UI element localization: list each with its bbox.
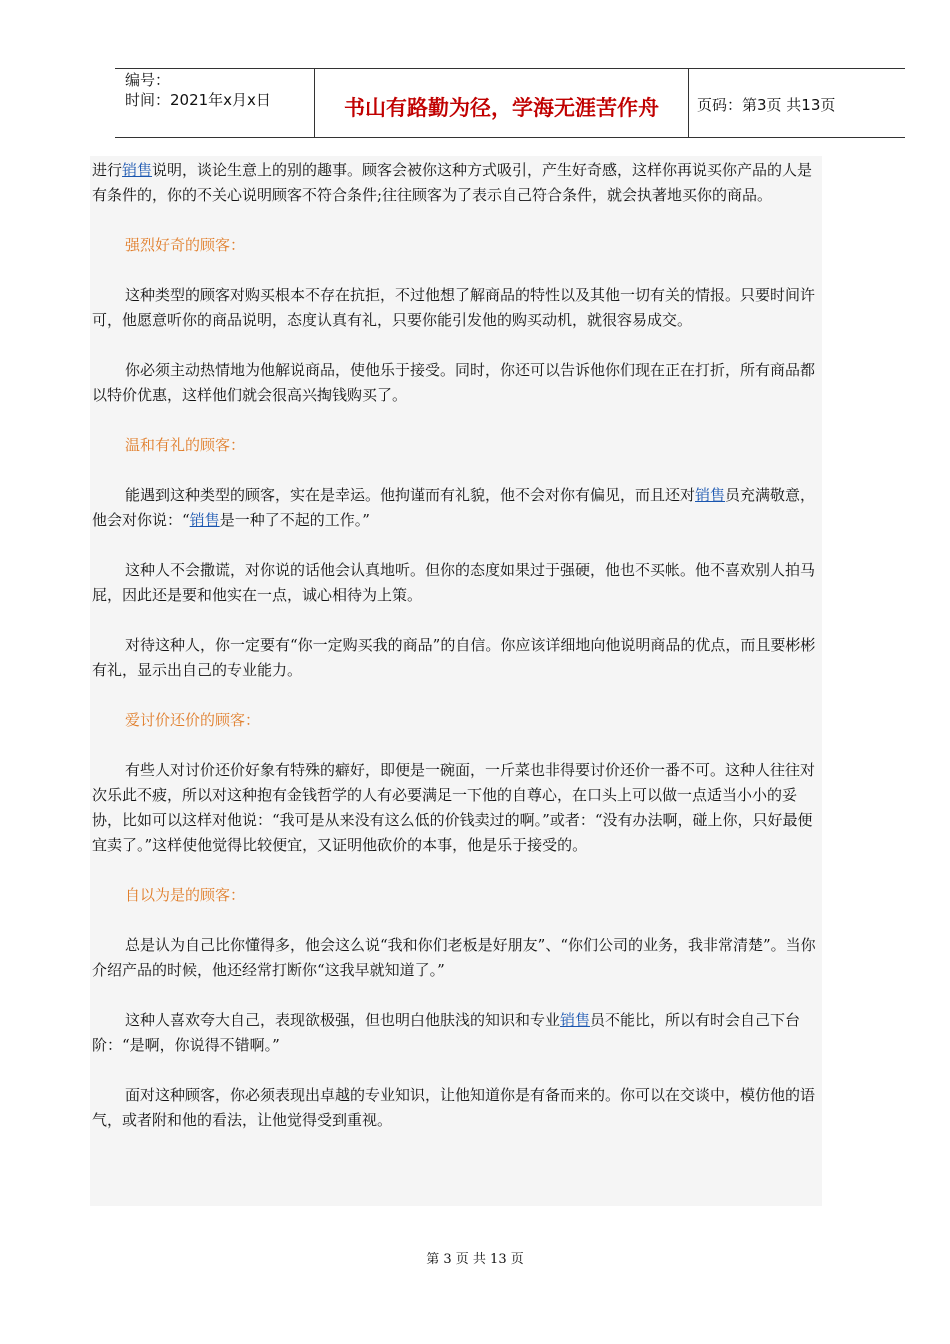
text: 员不能比，所以有时会自己下台阶：“是啊，你说得不错啊。”	[92, 1011, 801, 1054]
time-label: 时间：2021年x月x日	[125, 91, 271, 109]
text: 是一种了不起的工作。”	[219, 511, 370, 529]
sales-link[interactable]: 销售	[189, 511, 220, 529]
text: 这种人喜欢夸大自己，表现欲极强，但也明白他肤浅的知识和专业	[125, 1011, 561, 1029]
text: 能遇到这种类型的顾客，实在是幸运。他拘谨而有礼貌，他不会对你有偏见，而且还对	[125, 486, 696, 504]
sales-link[interactable]: 销售	[695, 486, 726, 504]
paragraph-1	[92, 158, 822, 208]
paragraph-2: 这种类型的顾客对购买根本不存在抗拒，不过他想了解商品的特性以及其他一切有关的情报。只要时间许可，他愿意听你的商品说明，态度认真有礼，只要你能引发他的购买动机，就很容易成交。	[92, 286, 816, 329]
section-heading-arrogant: 自以为是的顾客：	[125, 886, 246, 904]
paragraph-10: 面对这种顾客，你必须表现出卓越的专业知识，让他知道你是有备而来的。你可以在交谈中，模仿他的语气，或者附和他的看法，让他觉得受到重视。	[92, 1086, 816, 1129]
paragraph-9	[92, 1008, 822, 1058]
section-heading-curious: 强烈好奇的顾客：	[125, 236, 246, 254]
section-heading-polite: 温和有礼的顾客：	[125, 436, 246, 454]
text: 员充满敬意，他会对你说：“	[92, 486, 816, 529]
sales-link[interactable]: 销售	[122, 161, 153, 179]
page-header	[115, 68, 905, 138]
page-footer: 第 3 页 共 13 页	[426, 1252, 524, 1267]
paragraph-8: 总是认为自己比你懂得多，他会这么说“我和你们老板是好朋友”、“你们公司的业务，我非常清楚”。当你介绍产品的时候，他还经常打断你“这我早就知道了。”	[92, 936, 816, 979]
section-heading-bargain: 爱讨价还价的顾客：	[125, 711, 261, 729]
text: 说明，谈论生意上的别的趣事。顾客会被你这种方式吸引，产生好奇感，这样你再说买你产品的人是有条件的，你的不关心说明顾客不符合条件;往往顾客为了表示自己符合条件，就会执著地买你的商品。	[92, 161, 813, 204]
header-page-info: 页码：第3页 共13页	[697, 95, 836, 114]
paragraph-5: 这种人不会撒谎，对你说的话他会认真地听。但你的态度如果过于强硬，他也不买帐。他不喜欢别人拍马屁，因此还是要和他实在一点，诚心相待为上策。	[92, 561, 816, 604]
header-meta	[115, 69, 315, 137]
number-label: 编号：	[125, 71, 171, 89]
article-body	[90, 156, 822, 1206]
paragraph-6: 对待这种人，你一定要有“你一定购买我的商品”的自信。你应该详细地向他说明商品的优点，而且要彬彬有礼，显示出自己的专业能力。	[92, 636, 816, 679]
header-motto: 书山有路勤为径，学海无涯苦作舟	[315, 69, 689, 137]
paragraph-3: 你必须主动热情地为他解说商品，使他乐于接受。同时，你还可以告诉他你们现在正在打折，所有商品都以特价优惠，这样他们就会很高兴掏钱购买了。	[92, 361, 816, 404]
paragraph-4	[92, 483, 822, 533]
text: 进行	[92, 161, 123, 179]
paragraph-7: 有些人对讨价还价好象有特殊的癖好，即便是一碗面，一斤菜也非得要讨价还价一番不可。这种人往往对次乐此不疲，所以对这种抱有金钱哲学的人有必要满足一下他的自尊心，在口头上可以做一点适当小小的妥协，比如可以这样对他说：“我可是从来没有这么低的价钱卖过的啊。”或者：“没有办法啊，碰上你，只好最便宜卖了。”这样使他觉得比较便宜，又证明他砍价的本事，他是乐于接受的。	[92, 761, 816, 854]
sales-link[interactable]: 销售	[560, 1011, 591, 1029]
